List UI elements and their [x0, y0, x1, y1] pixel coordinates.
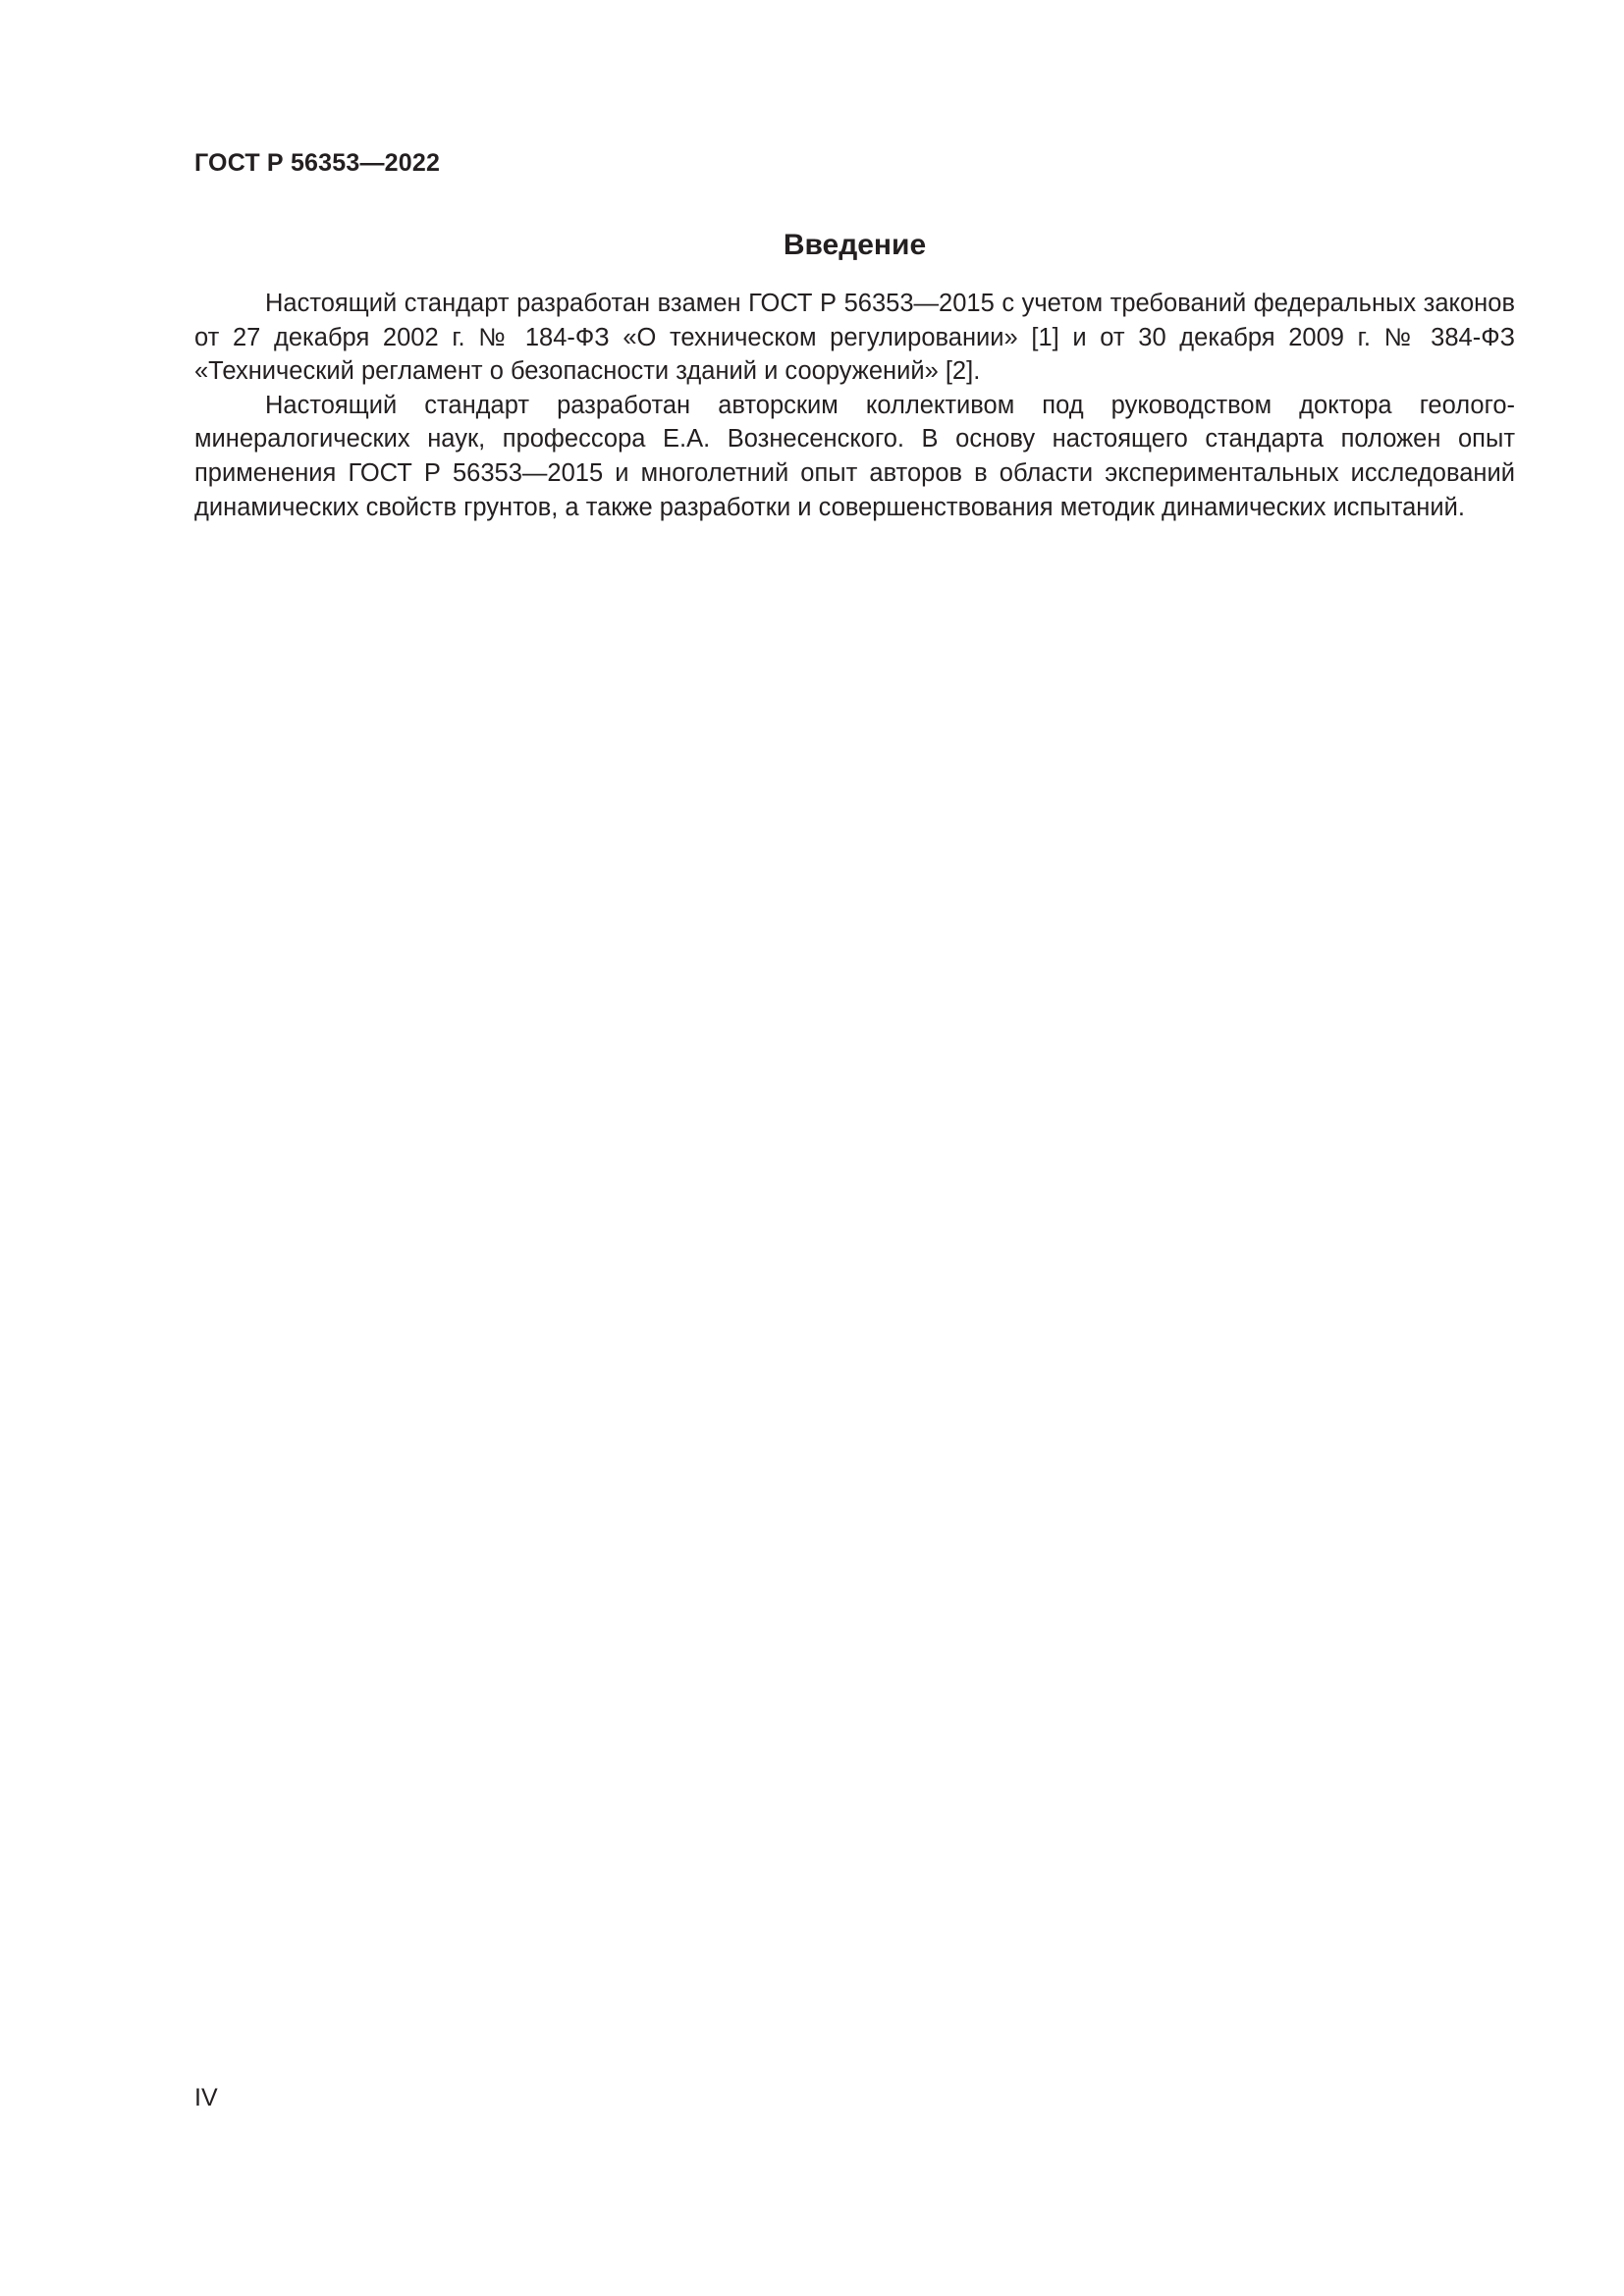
page-number: IV [194, 2084, 218, 2111]
section-title: Введение [783, 229, 927, 261]
section-body [194, 287, 1515, 524]
running-header-document-code: ГОСТ Р 56353—2022 [194, 149, 441, 177]
paragraph-1: Настоящий стандарт разработан взамен ГОСТ Р 56353—2015 с учетом требований федеральных законов от 27 декабря 2002 г. № 184-ФЗ «О техническом регулировании» [1] и от 30 декабря 2009 г. № 384-ФЗ «Технический регламент о безопасности зданий и сооружений» [2]. [194, 290, 1515, 386]
paragraph-2: Настоящий стандарт разработан авторским коллективом под руководством доктора геолого-минералогических наук, профессора Е.А. Вознесенского. В основу настоящего стандарта положен опыт применения ГОСТ Р 56353—2015 и многолетний опыт авторов в области экспериментальных исследований динамических свойств грунтов, а также разработки и совершенствования методик динамических испытаний. [194, 391, 1515, 521]
